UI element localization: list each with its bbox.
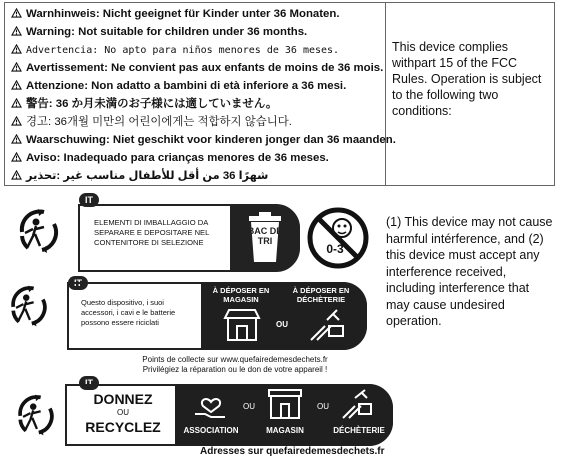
donnez-label: DONNEZ [93,391,153,407]
drop-center-title: À DÉPOSER EN DÉCHÈTERIE [292,286,350,304]
warning-line [11,77,346,95]
warning-triangle-icon [11,80,22,90]
ou-label: OU [317,402,329,411]
warning-table [4,2,555,186]
warning-text: Attenzione: Non adatto a bambini di età inferiore a 36 mesi. [26,80,347,92]
heart-hand-icon [193,388,229,420]
addresses-text: Adresses sur quefairedemesdechets.fr [200,446,385,457]
drop-store-title: À DÉPOSER EN MAGASIN [212,286,270,304]
italy-recycling-panel [78,204,300,272]
bin-label: BAC DE TRI [247,226,283,246]
warning-line [11,23,307,41]
warning-text: 警告: 36 か月未満のお子様には適していません。 [26,98,278,110]
warning-text: Warnhinweis: Nicht geeignet für Kinder unter 36 Monaten. [26,8,340,20]
donate-recycle-panel [65,384,393,446]
warning-triangle-icon [11,62,22,72]
warning-triangle-icon [11,26,22,36]
warning-line [11,5,339,23]
warning-text: Aviso: Inadequado para crianças menores de 36 meses. [26,152,329,164]
france-recycling-panel [67,282,367,350]
warning-triangle-icon [11,170,22,180]
fcc-conditions: (1) This device may not cause harmful intérference, and (2) this device must accept any interference received, including interference that may cause undesired operation. [386,215,553,328]
triman-icon [12,390,60,445]
recyclez-label: RECYCLEZ [85,419,161,435]
warning-text: Advertencia: No apto para niños menores de 36 meses. [26,45,340,56]
recycling-center-icon [307,306,347,344]
recycling-center-icon [339,388,375,420]
warning-text: شهرًا 36 من أقل للأطفال مناسب غير :تحذير [26,170,269,182]
ou-label: OU [243,402,255,411]
warning-text: Warning: Not suitable for children under 36 months. [26,26,308,38]
warning-line [11,167,268,185]
warning-line [11,59,383,77]
triman-icon [14,204,64,263]
warning-line [11,131,396,149]
fcc-statement: This device complies withpart 15 of the FCC Rules. Operation is subject to the following two conditions: [392,40,542,118]
warning-list [5,3,396,185]
store-icon [223,306,261,344]
france-instructions: Questo dispositivo, i suoi accessori, i cavi e le batterie possono essere riciclati [81,298,176,327]
it-badge: IT [79,376,99,390]
warning-text: Avertissement: Ne convient pas aux enfants de moins de 36 mois. [26,62,384,74]
age-warning-icon [306,206,370,270]
it-badge: IT [79,193,99,207]
store-label: MAGASIN [266,426,304,435]
warning-triangle-icon [11,98,22,108]
warning-text: Waarschuwing: Niet geschikt voor kinderen jonger dan 36 maanden. [26,134,396,146]
association-label: ASSOCIATION [183,426,239,435]
warning-triangle-icon [11,152,22,162]
ou-label: OU [117,408,129,417]
bin-panel [230,206,300,270]
france-drop-panel [201,282,367,350]
donate-options-panel [175,384,393,446]
collection-points-text: Points de collecte sur www.quefairedemesdechets.fr [142,355,328,364]
recycling-center-label: DÉCHÈTERIE [333,426,385,435]
store-icon [267,388,303,420]
warning-triangle-icon [11,116,22,126]
warning-text: 경고: 36개월 미만의 어린이에게는 적합하지 않습니다. [26,116,292,128]
warning-line [11,149,329,167]
warning-triangle-icon [11,44,22,54]
warning-line [11,41,339,59]
warning-triangle-icon [11,134,22,144]
warning-triangle-icon [11,8,22,18]
warning-line [11,95,277,113]
age-label: 0-3 [326,242,344,256]
italy-instructions: ELEMENTI DI IMBALLAGGIO DA SEPARARE E DEPOSITARE NEL CONTENITORE DI SELEZIONE [94,218,210,247]
warning-line [11,113,292,131]
triman-icon [4,281,54,336]
it-badge: IT [68,276,88,290]
repair-hint-text: Privilégiez la réparation ou le don de votre appareil ! [142,365,328,374]
ou-label: OU [276,320,288,329]
